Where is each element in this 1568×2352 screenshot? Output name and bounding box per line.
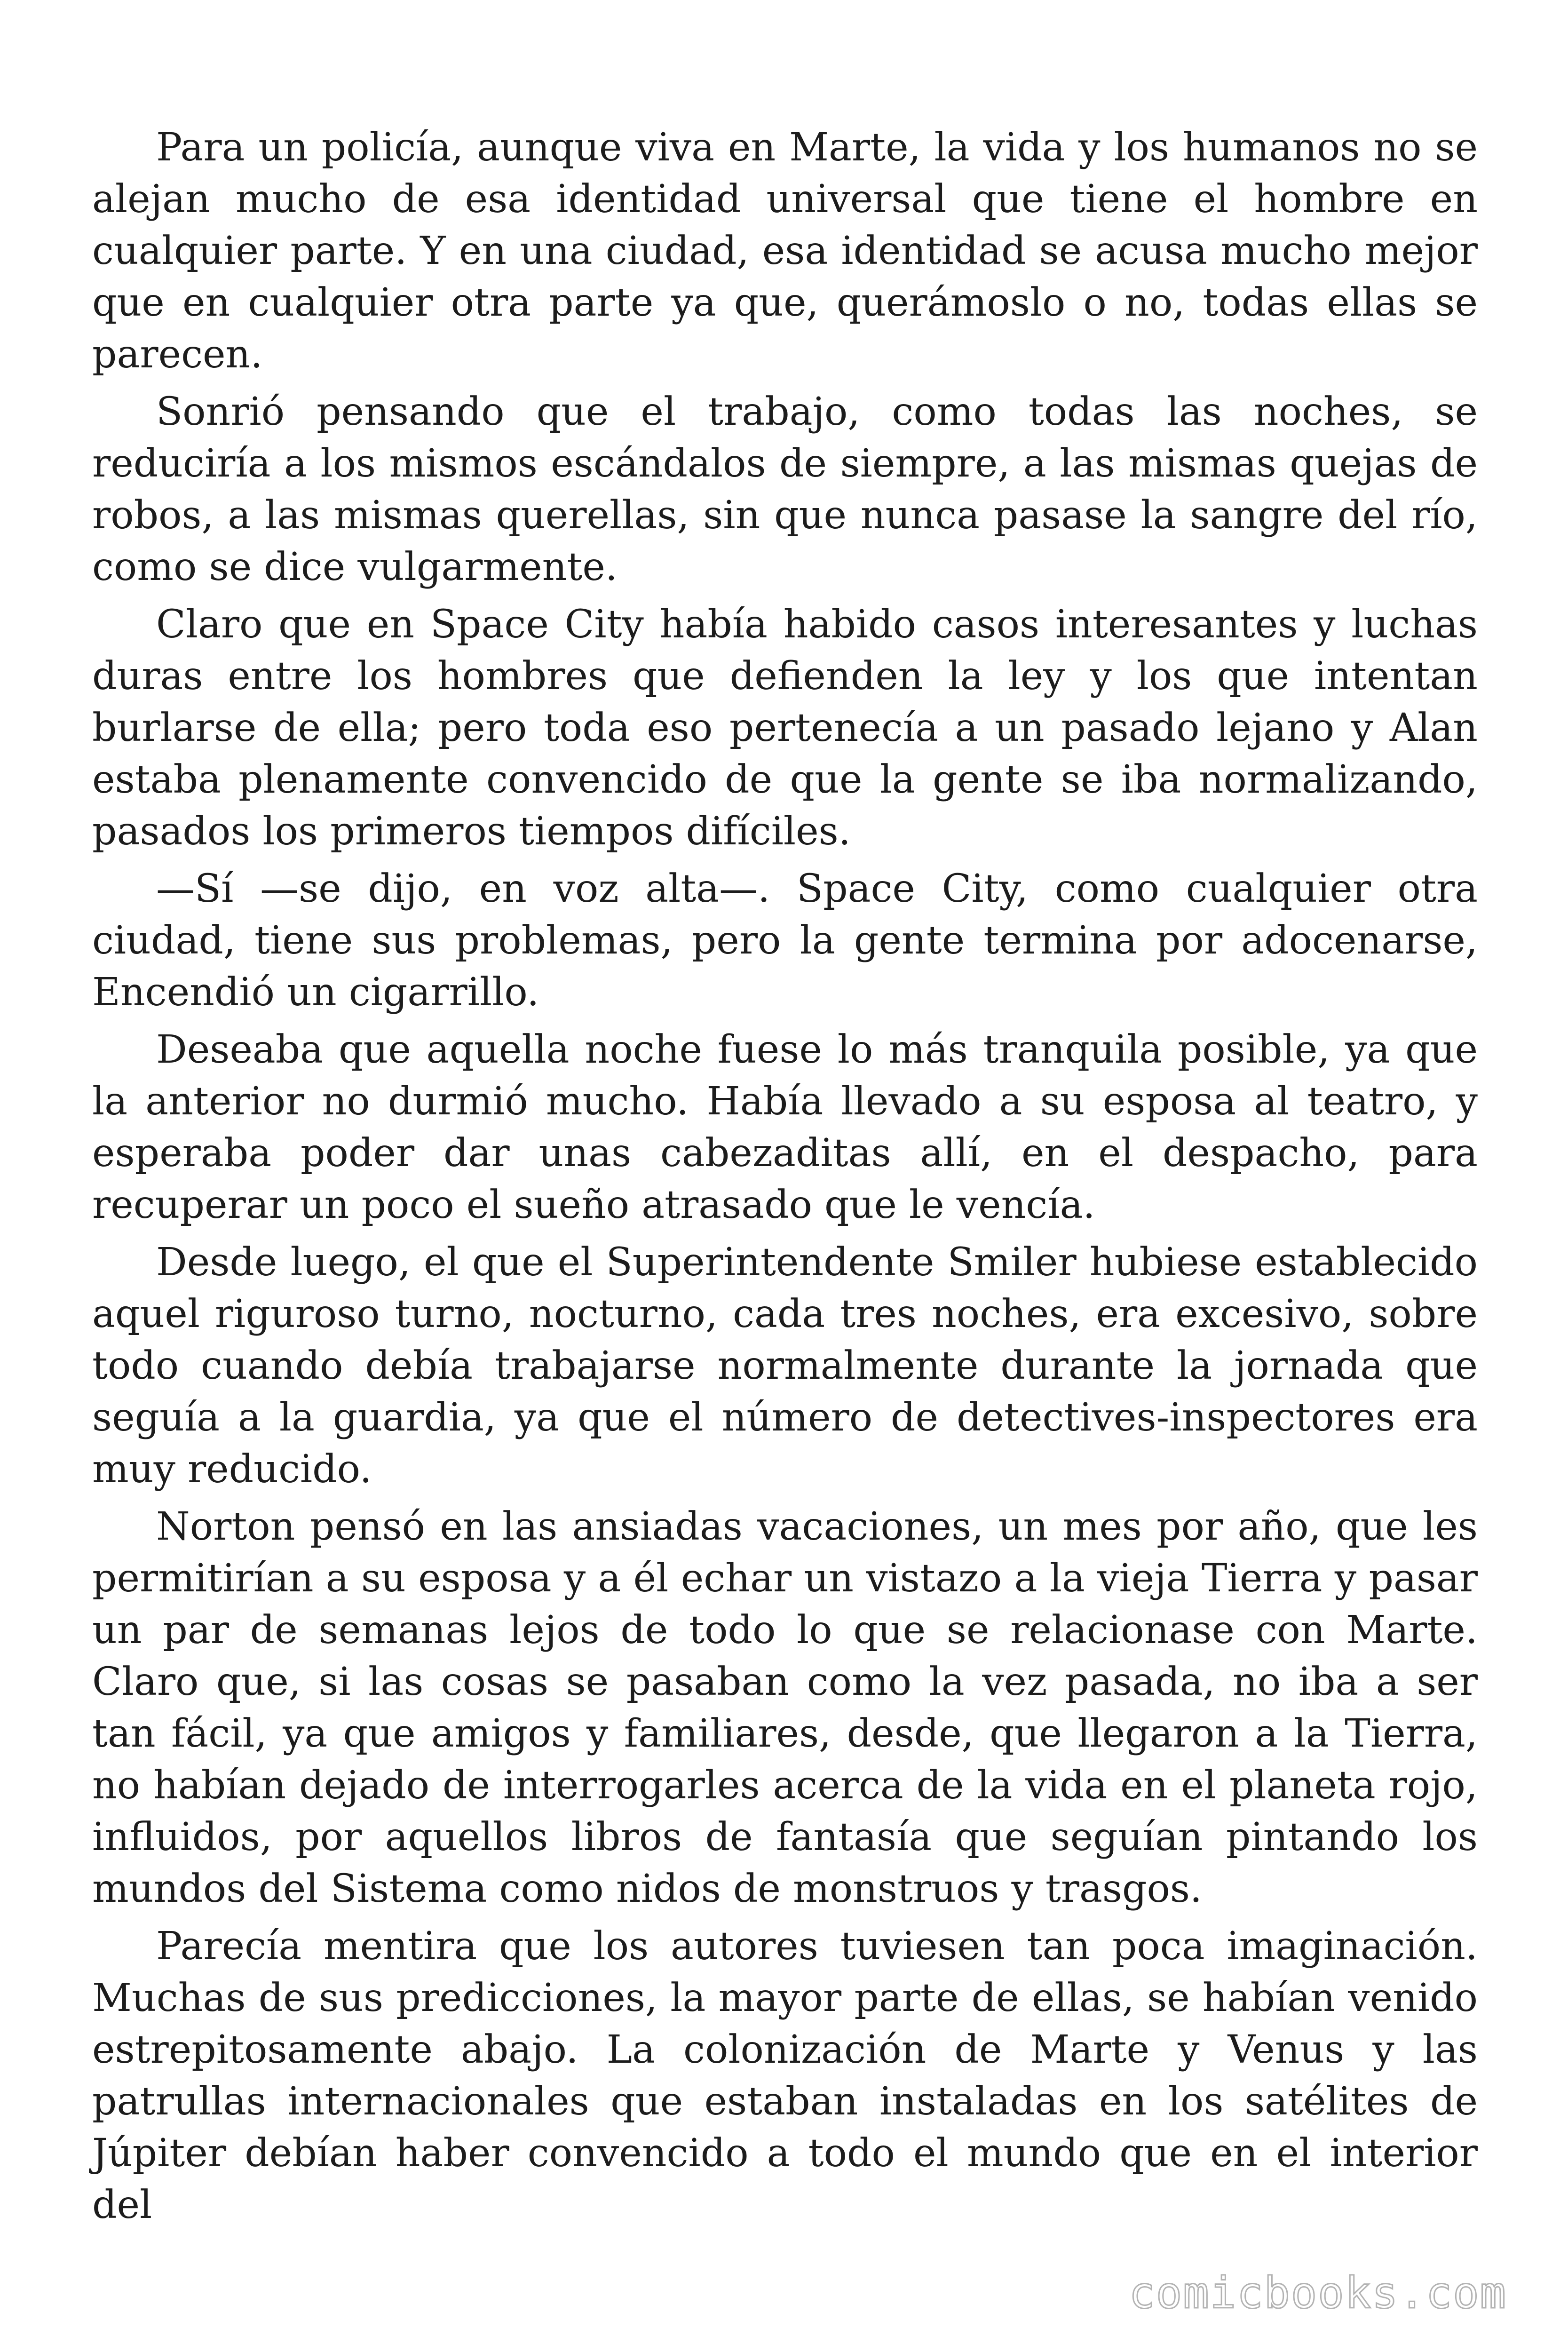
watermark: comicbooks.com <box>1129 2268 1507 2318</box>
paragraph: Parecía mentira que los autores tuviesen tan poca imaginación. Muchas de sus predicciones, la mayor parte de ellas, se habían venido estrepitosamente abajo. La colonización de Marte y Venus y las patrullas internacionales que estaban instaladas en los satélites de Júpiter debían haber convencido a todo el mundo que en el interior del <box>92 1924 1478 2227</box>
paragraph: Deseaba que aquella noche fuese lo más tranquila posible, ya que la anterior no durmió mucho. Había llevado a su esposa al teatro, y esperaba poder dar unas cabezaditas allí, en el despacho, para recuperar un poco el sueño atrasado que le vencía. <box>92 1027 1478 1227</box>
paragraph: Desde luego, el que el Superintendente Smiler hubiese establecido aquel riguroso turno, nocturno, cada tres noches, era excesivo, sobre todo cuando debía trabajarse normalmente durante la jornada que seguía a la guardia, ya que el número de detectives-inspectores era muy reducido. <box>92 1240 1478 1492</box>
paragraph: Sonrió pensando que el trabajo, como todas las noches, se reduciría a los mismos escándalos de siempre, a las mismas quejas de robos, a las mismas querellas, sin que nunca pasase la sangre del río, como se dice vulgarmente. <box>92 389 1478 589</box>
page-text <box>92 122 1478 2237</box>
paragraph: Norton pensó en las ansiadas vacaciones, un mes por año, que les permitirían a su esposa y a él echar un vistazo a la vieja Tierra y pasar un par de semanas lejos de todo lo que se relacionase con Marte. Claro que, si las cosas se pasaban como la vez pasada, no iba a ser tan fácil, ya que amigos y familiares, desde, que llegaron a la Tierra, no habían dejado de interrogarles acerca de la vida en el planeta rojo, influidos, por aquellos libros de fantasía que seguían pintando los mundos del Sistema como nidos de monstruos y trasgos. <box>92 1504 1478 1911</box>
paragraph: Para un policía, aunque viva en Marte, la vida y los humanos no se alejan mucho de esa identidad universal que tiene el hombre en cualquier parte. Y en una ciudad, esa identidad se acusa mucho mejor que en cualquier otra parte ya que, querámoslo o no, todas ellas se parecen. <box>92 125 1478 377</box>
paragraph: —Sí —se dijo, en voz alta—. Space City, como cualquier otra ciudad, tiene sus problemas, pero la gente termina por adocenarse, Encendió un cigarrillo. <box>92 866 1478 1015</box>
paragraph: Claro que en Space City había habido casos interesantes y luchas duras entre los hombres que defienden la ley y los que intentan burlarse de ella; pero toda eso pertenecía a un pasado lejano y Alan estaba plenamente convencido de que la gente se iba normalizando, pasados los primeros tiempos difíciles. <box>92 602 1478 854</box>
